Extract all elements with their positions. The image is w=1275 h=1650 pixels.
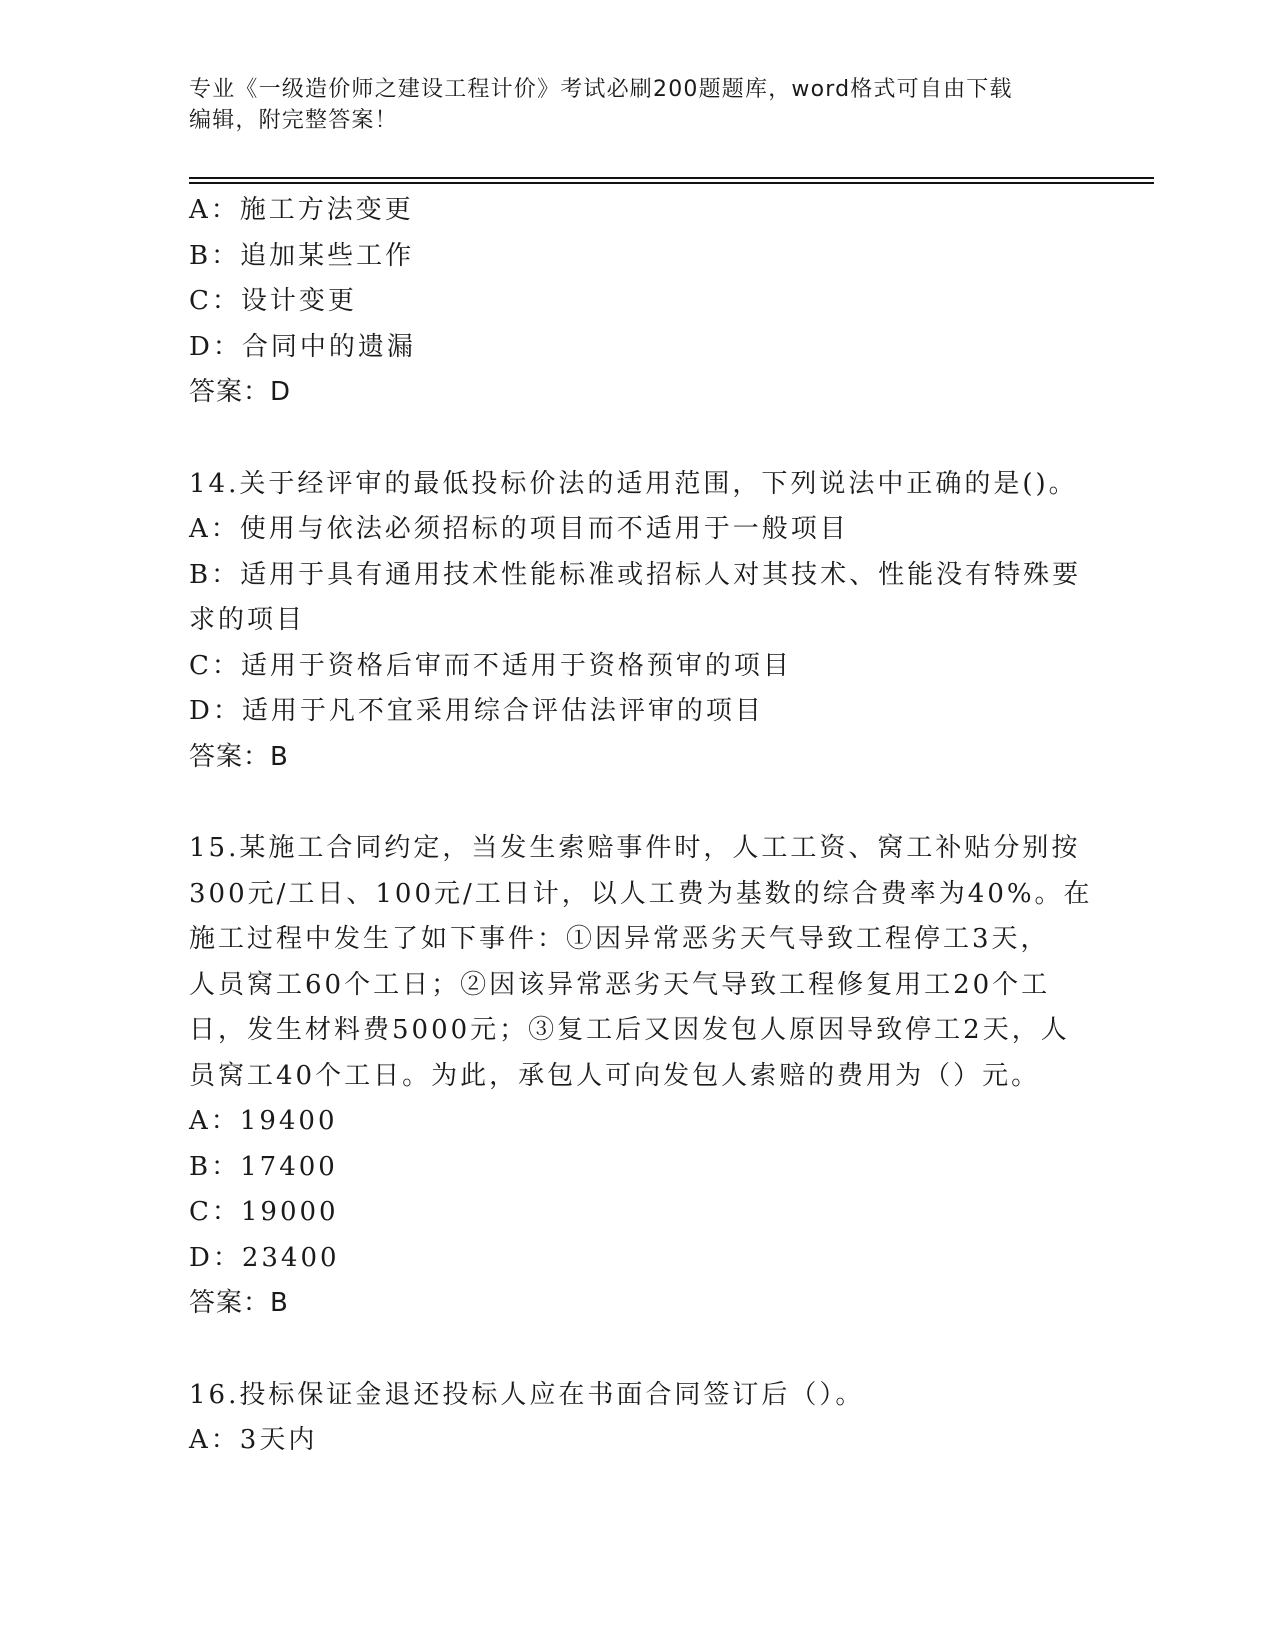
question-stem-line: 日，发生材料费5000元；③复工后又因发包人原因导致停工2天，人 [189, 1015, 1070, 1045]
question-13 [189, 188, 1089, 416]
spacer [189, 1327, 1089, 1373]
question-stem: 16.投标保证金退还投标人应在书面合同签订后（）。 [189, 1379, 865, 1410]
question-content [189, 188, 1093, 1464]
question-stem-line: 15.某施工合同约定，当发生索赔事件时，人工工资、窝工补贴分别按 [189, 833, 1081, 863]
answer-line: 答案：D [189, 377, 292, 407]
question-16 [189, 1373, 1089, 1464]
option-d: D：适用于凡不宜采用综合评估法评审的项目 [189, 696, 764, 726]
answer-line: 答案：B [189, 741, 289, 772]
option-b: B：适用于具有通用技术性能标准或招标人对其技术、性能没有特殊要 [189, 559, 1082, 590]
question-stem-line: 300元/工日、100元/工日计，以人工费为基数的综合费率为40%。在 [189, 878, 1093, 909]
question-15 [189, 826, 1093, 1327]
option-a: A：19400 [189, 1106, 338, 1136]
option-d: D：合同中的遗漏 [189, 331, 416, 362]
option-a: A：使用与依法必须招标的项目而不适用于一般项目 [189, 514, 849, 544]
header-divider-top [189, 177, 1154, 179]
option-c: C：设计变更 [189, 286, 357, 316]
question-stem-line: 施工过程中发生了如下事件：①因异常恶劣天气导致工程停工3天， [189, 924, 1050, 954]
header-line-2: 编辑，附完整答案！ [189, 108, 398, 133]
question-stem-line: 人员窝工60个工日；②因该异常恶劣天气导致工程修复用工20个工 [189, 969, 1051, 1000]
option-b-continued: 求的项目 [189, 605, 306, 635]
option-a: A：3天内 [189, 1425, 318, 1455]
option-c: C：19000 [189, 1197, 339, 1227]
spacer [189, 416, 1089, 462]
option-b: B：17400 [189, 1151, 338, 1182]
header-line-1: 专业《一级造价师之建设工程计价》考试必刷200题题库，word格式可自由下载 [189, 77, 1013, 102]
document-header [189, 74, 1089, 136]
answer-line: 答案：B [189, 1288, 289, 1318]
option-b: B：追加某些工作 [189, 240, 415, 271]
option-d: D：23400 [189, 1242, 340, 1273]
question-stem: 14.关于经评审的最低投标价法的适用范围，下列说法中正确的是()。 [189, 468, 1078, 499]
option-a: A：施工方法变更 [189, 195, 414, 225]
spacer [189, 780, 1089, 826]
question-stem-line: 员窝工40个工日。为此，承包人可向发包人索赔的费用为（）元。 [189, 1060, 1041, 1091]
option-c: C：适用于资格后审而不适用于资格预审的项目 [189, 650, 792, 681]
header-divider-bottom [189, 182, 1154, 184]
question-14 [189, 462, 1089, 781]
